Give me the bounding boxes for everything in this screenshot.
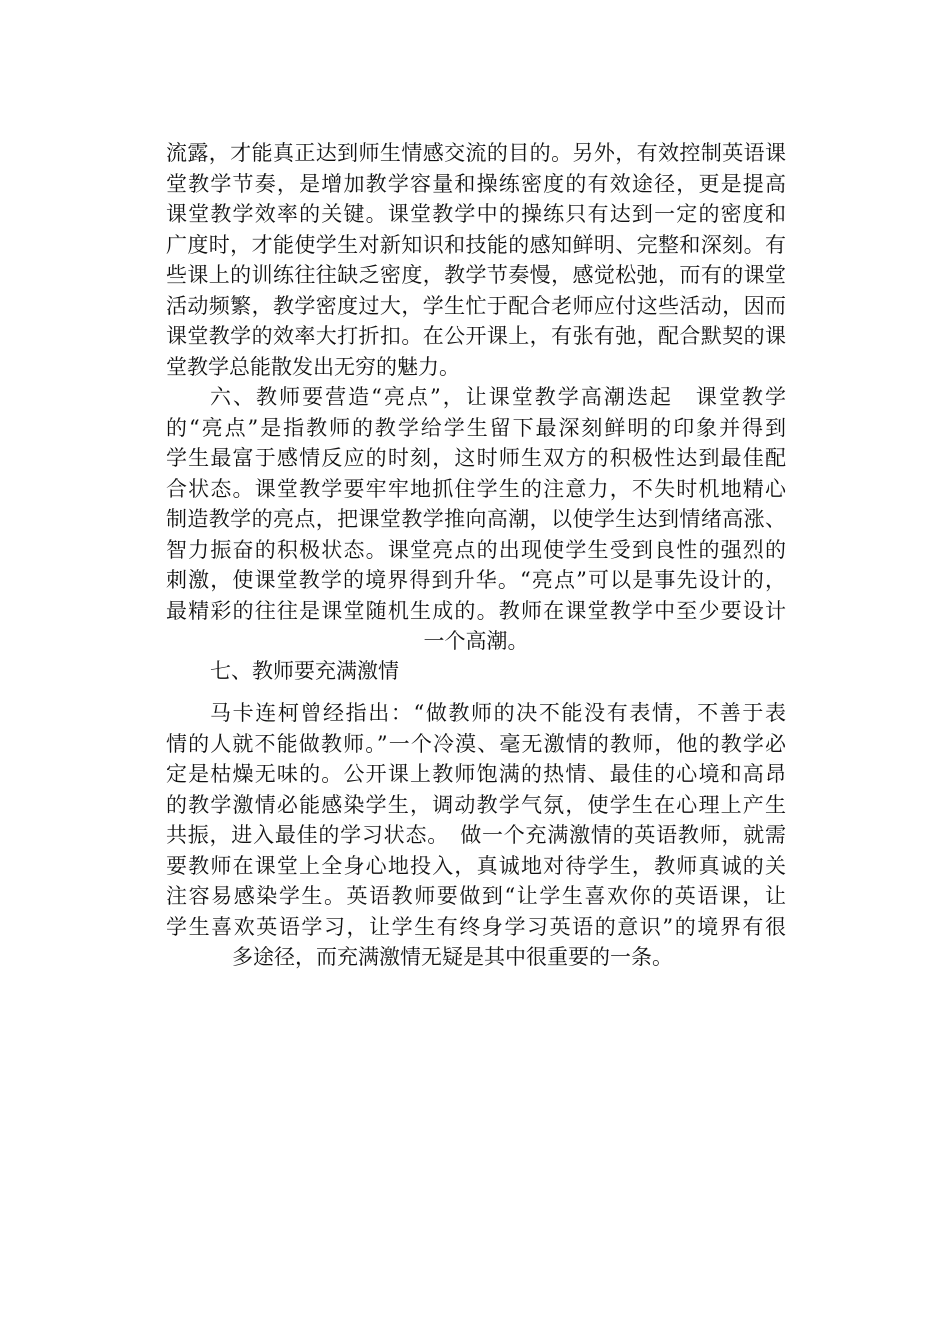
text-line: 学生喜欢英语学习，让学生有终身学习英语的意识”的境界有很 — [166, 914, 786, 939]
text-line: 堂教学节奏，是增加教学容量和操练密度的有效途径，更是提高 — [166, 171, 786, 196]
text-line: 课堂教学的效率大打折扣。在公开课上，有张有弛，配合默契的课 — [166, 324, 786, 348]
text-line: 合状态。课堂教学要牢牢地抓住学生的注意力，不失时机地精心 — [166, 476, 786, 501]
text-line: 活动频繁，教学密度过大，学生忙于配合老师应付这些活动，因而 — [166, 293, 786, 318]
text-line: 智力振奋的积极状态。课堂亮点的出现使学生受到良性的强烈的 — [166, 537, 786, 562]
paragraph-passion — [166, 698, 786, 973]
text-line: 广度时，才能使学生对新知识和技能的感知鲜明、完整和深刻。有 — [166, 232, 786, 257]
text-line: 流露，才能真正达到师生情感交流的目的。另外，有效控制英语课 — [166, 141, 786, 165]
text-line: 一个高潮。 — [423, 629, 529, 653]
paragraph-rhythm — [166, 138, 786, 382]
text-line: 情的人就不能做教师。”一个冷漠、毫无激情的教师，他的教学必 — [166, 731, 786, 756]
text-line: 制造教学的亮点，把课堂教学推向高潮，以使学生达到情绪高涨、 — [166, 507, 786, 531]
text-line: 马卡连柯曾经指出：“做教师的决不能没有表情，不善于表 — [210, 701, 786, 725]
text-line: 刺激，使课堂教学的境界得到升华。“亮点”可以是事先设计的， — [166, 568, 786, 592]
section-heading-6: 六、教师要营造“亮点”，让课堂教学高潮迭起 课堂教学 — [210, 385, 786, 409]
text-line: 的教学激情必能感染学生，调动教学气氛，使学生在心理上产生 — [166, 792, 786, 817]
text-line: 要教师在课堂上全身心地投入，真诚地对待学生，教师真诚的关 — [166, 853, 786, 878]
section-heading-7-block — [166, 656, 786, 687]
text-line: 学生最富于感情反应的时刻，这时师生双方的积极性达到最佳配 — [166, 446, 786, 470]
text-line: 共振，进入最佳的学习状态。 做一个充满激情的英语教师，就需 — [166, 823, 786, 847]
text-line: 堂教学总能散发出无穷的魅力。 — [166, 354, 460, 379]
text-line: 课堂教学效率的关键。课堂教学中的操练只有达到一定的密度和 — [166, 202, 786, 226]
text-line: 的“亮点”是指教师的教学给学生留下最深刻鲜明的印象并得到 — [166, 415, 786, 440]
text-line: 多途径，而充满激情无疑是其中很重要的一条。 — [232, 945, 673, 969]
text-line: 些课上的训练往往缺乏密度，教学节奏慢，感觉松弛，而有的课堂 — [166, 263, 786, 287]
text-line: 最精彩的往往是课堂随机生成的。教师在课堂教学中至少要设计 — [166, 598, 786, 623]
section-heading-7: 七、教师要充满激情 — [210, 659, 399, 683]
text-line: 注容易感染学生。英语教师要做到“让学生喜欢你的英语课，让 — [166, 884, 786, 908]
paragraph-highlight — [166, 382, 786, 657]
text-line: 定是枯燥无味的。公开课上教师饱满的热情、最佳的心境和高昂 — [166, 762, 786, 786]
